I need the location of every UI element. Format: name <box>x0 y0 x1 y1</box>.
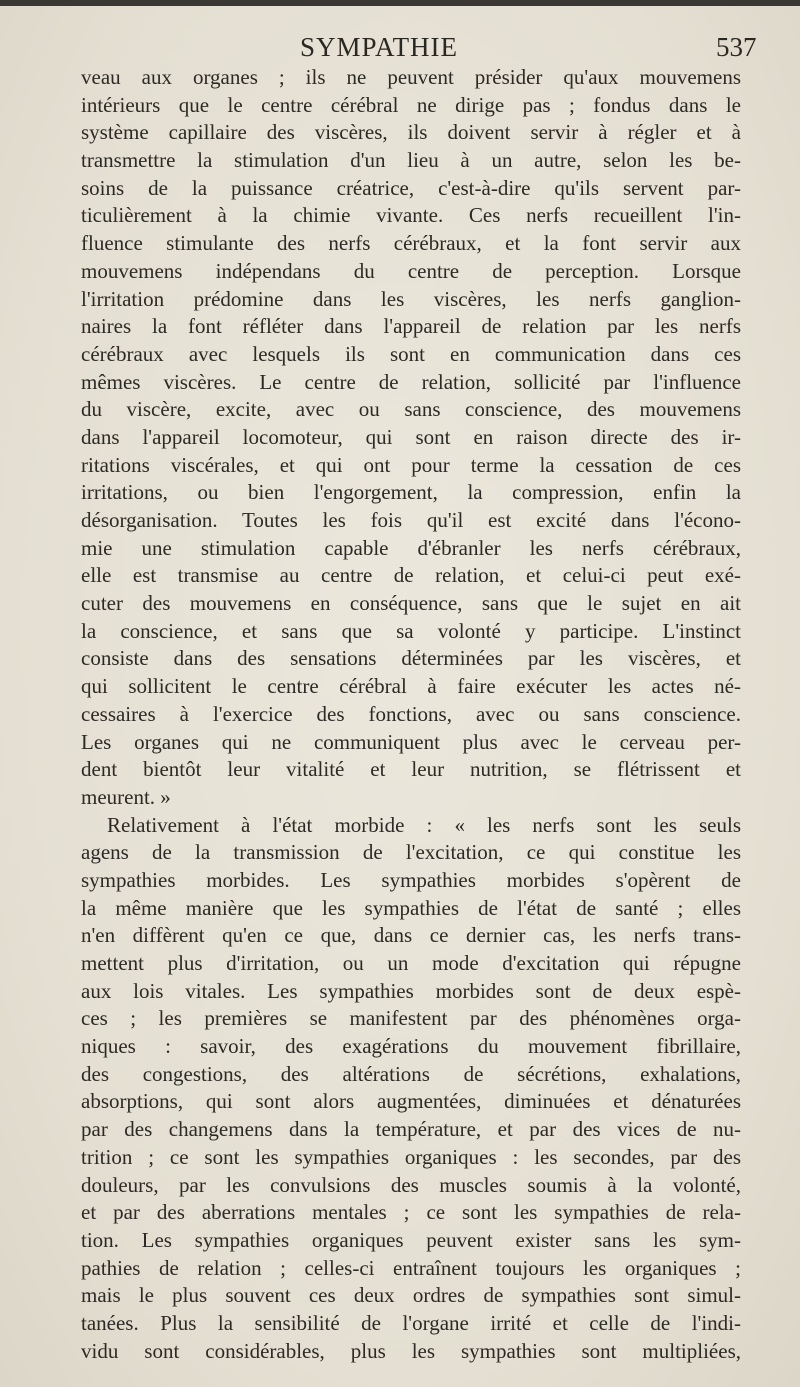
text-line: tanées. Plus la sensibilité de l'organe irrité et celle de l'indi- <box>81 1310 741 1335</box>
text-line: sympathies morbides. Les sympathies morbides s'opèrent de <box>81 867 741 892</box>
body-text <box>81 64 741 1365</box>
text-line: et par des aberrations mentales ; ce sont les sympathies de rela- <box>81 1200 741 1225</box>
running-head-title: SYMPATHIE <box>300 32 459 62</box>
text-line: veau aux organes ; ils ne peuvent présider qu'aux mouvemens <box>81 65 741 89</box>
text-line: trition ; ce sont les sympathies organiques : les secondes, par des <box>81 1144 741 1169</box>
text-line: mais le plus souvent ces deux ordres de sympathies sont simul- <box>81 1283 741 1308</box>
text-line: pathies de relation ; celles-ci entraînent toujours les organiques ; <box>81 1255 741 1280</box>
text-line: douleurs, par les convulsions des muscles soumis à la volonté, <box>81 1172 741 1197</box>
text-line: vidu sont considérables, plus les sympathies sont multipliées, <box>81 1338 741 1363</box>
text-line: désorganisation. Toutes les fois qu'il est excité dans l'écono- <box>81 508 741 532</box>
text-line: agens de la transmission de l'excitation, ce qui constitue les <box>81 840 741 865</box>
text-line: absorptions, qui sont alors augmentées, diminuées et dénaturées <box>81 1089 741 1114</box>
text-line: cérébraux avec lesquels ils sont en communication dans ces <box>81 341 741 366</box>
text-line: elle est transmise au centre de relation, et celui-ci peut exé- <box>81 563 741 588</box>
text-line: cessaires à l'exercice des fonctions, avec ou sans conscience. <box>81 701 741 726</box>
text-line: Les organes qui ne communiquent plus avec le cerveau per- <box>81 729 741 754</box>
text-line: mouvemens indépendans du centre de perception. Lorsque <box>81 258 741 283</box>
text-line: fluence stimulante des nerfs cérébraux, et la font servir aux <box>81 231 741 256</box>
text-line: intérieurs que le centre cérébral ne dirige pas ; fondus dans le <box>81 92 741 117</box>
text-line: irritations, ou bien l'engorgement, la compression, enfin la <box>81 480 741 505</box>
text-line: n'en diffèrent qu'en ce que, dans ce dernier cas, les nerfs trans- <box>81 923 741 948</box>
page-number: 537 <box>716 32 757 62</box>
text-line: aux lois vitales. Les sympathies morbides sont de deux espè- <box>81 978 741 1003</box>
running-head <box>0 30 800 64</box>
text-line: du viscère, excite, avec ou sans conscience, des mouvemens <box>81 397 741 422</box>
text-line: meurent. » <box>81 784 171 809</box>
text-line: des congestions, des altérations de sécrétions, exhalations, <box>81 1061 741 1086</box>
text-line: dans l'appareil locomoteur, qui sont en raison directe des ir- <box>81 424 741 449</box>
text-line: ritations viscérales, et qui ont pour terme la cessation de ces <box>81 452 741 477</box>
text-line: ces ; les premières se manifestent par des phénomènes orga- <box>81 1006 741 1031</box>
text-line: consiste dans des sensations déterminées par les viscères, et <box>81 646 741 671</box>
text-line: mettent plus d'irritation, ou un mode d'excitation qui répugne <box>81 951 741 975</box>
text-line: tion. Les sympathies organiques peuvent exister sans les sym- <box>81 1227 741 1252</box>
page-top-edge <box>0 0 800 6</box>
text-line: naires la font réfléter dans l'appareil de relation par les nerfs <box>81 314 741 339</box>
text-line: qui sollicitent le centre cérébral à faire exécuter les actes né- <box>81 674 741 699</box>
text-line: cuter des mouvemens en conséquence, sans que le sujet en ait <box>81 591 741 616</box>
text-line: niques : savoir, des exagérations du mouvement fibrillaire, <box>81 1034 741 1059</box>
text-line: dent bientôt leur vitalité et leur nutrition, se flétrissent et <box>81 757 741 782</box>
text-line: la conscience, et sans que sa volonté y participe. L'instinct <box>81 618 741 643</box>
text-line: la même manière que les sympathies de l'état de santé ; elles <box>81 895 741 920</box>
paragraph-start-line: Relativement à l'état morbide : « les nerfs sont les seuls <box>107 812 741 837</box>
text-line: par des changemens dans la température, et par des vices de nu- <box>81 1117 741 1142</box>
text-line: soins de la puissance créatrice, c'est-à-dire qu'ils servent par- <box>81 175 741 200</box>
text-line: mêmes viscères. Le centre de relation, sollicité par l'influence <box>81 369 741 394</box>
text-line: l'irritation prédomine dans les viscères, les nerfs ganglion- <box>81 286 741 311</box>
text-line: transmettre la stimulation d'un lieu à un autre, selon les be- <box>81 148 741 173</box>
text-line: mie une stimulation capable d'ébranler les nerfs cérébraux, <box>81 535 741 560</box>
text-line: système capillaire des viscères, ils doivent servir à régler et à <box>81 120 741 145</box>
text-line: ticulièrement à la chimie vivante. Ces nerfs recueillent l'in- <box>81 203 741 228</box>
